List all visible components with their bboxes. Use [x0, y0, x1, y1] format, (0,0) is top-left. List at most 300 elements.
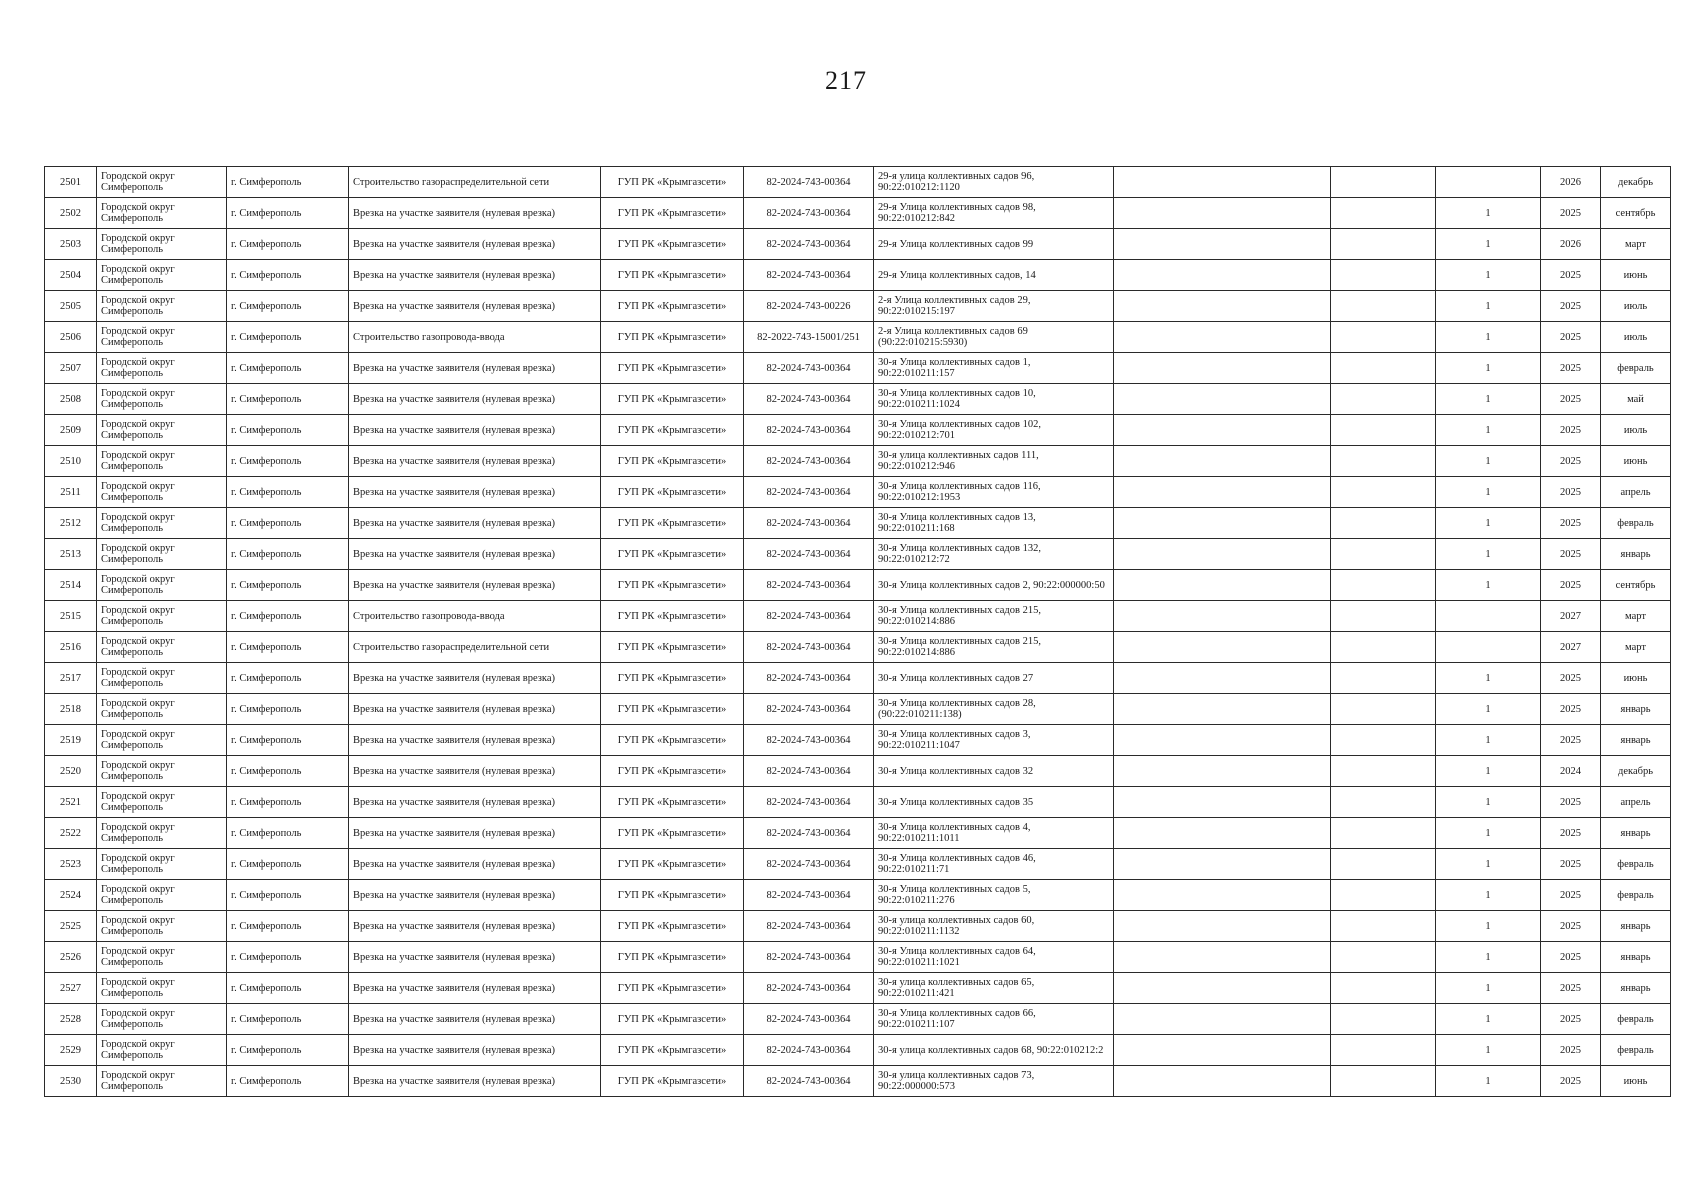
cell-address: 30-я Улица коллективных садов 1, 90:22:010211:157 — [874, 353, 1114, 384]
cell-blank — [1114, 849, 1331, 880]
cell-program-code: 82-2024-743-00364 — [744, 477, 874, 508]
cell-row-number: 2509 — [45, 415, 97, 446]
cell-district: Городской округ Симферополь — [97, 384, 227, 415]
cell-blank — [1114, 911, 1331, 942]
table-row — [45, 353, 1671, 384]
cell-blank — [1114, 415, 1331, 446]
cell-work-type: Строительство газопровода-ввода — [349, 601, 601, 632]
cell-address: 30-я Улица коллективных садов 10, 90:22:010211:1024 — [874, 384, 1114, 415]
cell-blank — [1331, 353, 1436, 384]
cell-row-number: 2522 — [45, 818, 97, 849]
cell-quantity: 1 — [1436, 1004, 1541, 1035]
table-row — [45, 384, 1671, 415]
cell-year: 2025 — [1541, 291, 1601, 322]
cell-work-type: Врезка на участке заявителя (нулевая врезка) — [349, 508, 601, 539]
cell-city: г. Симферополь — [227, 539, 349, 570]
cell-quantity — [1436, 167, 1541, 198]
cell-work-type: Врезка на участке заявителя (нулевая врезка) — [349, 446, 601, 477]
cell-address: 30-я Улица коллективных садов 66, 90:22:010211:107 — [874, 1004, 1114, 1035]
cell-row-number: 2512 — [45, 508, 97, 539]
cell-quantity: 1 — [1436, 880, 1541, 911]
cell-blank — [1114, 601, 1331, 632]
cell-month: июль — [1601, 291, 1671, 322]
cell-program-code: 82-2024-743-00364 — [744, 260, 874, 291]
cell-blank — [1114, 1066, 1331, 1097]
cell-address: 30-я улица коллективных садов 65, 90:22:010211:421 — [874, 973, 1114, 1004]
cell-blank — [1331, 632, 1436, 663]
cell-work-type: Врезка на участке заявителя (нулевая врезка) — [349, 694, 601, 725]
table-row — [45, 756, 1671, 787]
cell-quantity: 1 — [1436, 539, 1541, 570]
cell-blank — [1114, 1035, 1331, 1066]
cell-organization: ГУП РК «Крымгазсети» — [601, 663, 744, 694]
table-row — [45, 973, 1671, 1004]
cell-address: 30-я Улица коллективных садов 215, 90:22:010214:886 — [874, 632, 1114, 663]
cell-year: 2024 — [1541, 756, 1601, 787]
cell-month: март — [1601, 229, 1671, 260]
cell-blank — [1331, 818, 1436, 849]
cell-blank — [1331, 167, 1436, 198]
cell-blank — [1331, 601, 1436, 632]
cell-year: 2025 — [1541, 415, 1601, 446]
cell-month: январь — [1601, 725, 1671, 756]
cell-program-code: 82-2024-743-00364 — [744, 198, 874, 229]
cell-organization: ГУП РК «Крымгазсети» — [601, 818, 744, 849]
cell-year: 2025 — [1541, 911, 1601, 942]
cell-district: Городской округ Симферополь — [97, 973, 227, 1004]
cell-district: Городской округ Симферополь — [97, 787, 227, 818]
table-row — [45, 663, 1671, 694]
cell-work-type: Врезка на участке заявителя (нулевая врезка) — [349, 787, 601, 818]
table-row — [45, 477, 1671, 508]
cell-blank — [1331, 260, 1436, 291]
table-row — [45, 291, 1671, 322]
cell-organization: ГУП РК «Крымгазсети» — [601, 756, 744, 787]
cell-month: февраль — [1601, 849, 1671, 880]
cell-organization: ГУП РК «Крымгазсети» — [601, 415, 744, 446]
cell-blank — [1331, 663, 1436, 694]
cell-year: 2025 — [1541, 508, 1601, 539]
cell-organization: ГУП РК «Крымгазсети» — [601, 1035, 744, 1066]
table-row — [45, 198, 1671, 229]
cell-blank — [1114, 446, 1331, 477]
cell-program-code: 82-2024-743-00364 — [744, 787, 874, 818]
cell-city: г. Симферополь — [227, 322, 349, 353]
cell-city: г. Симферополь — [227, 725, 349, 756]
cell-district: Городской округ Симферополь — [97, 725, 227, 756]
table-row — [45, 1035, 1671, 1066]
table-row — [45, 694, 1671, 725]
cell-district: Городской округ Симферополь — [97, 477, 227, 508]
cell-month: февраль — [1601, 508, 1671, 539]
cell-organization: ГУП РК «Крымгазсети» — [601, 787, 744, 818]
cell-work-type: Врезка на участке заявителя (нулевая врезка) — [349, 942, 601, 973]
cell-address: 29-я улица коллективных садов 96, 90:22:010212:1120 — [874, 167, 1114, 198]
table-row — [45, 1004, 1671, 1035]
cell-blank — [1114, 167, 1331, 198]
cell-city: г. Симферополь — [227, 384, 349, 415]
cell-city: г. Симферополь — [227, 508, 349, 539]
cell-month: июнь — [1601, 1066, 1671, 1097]
cell-program-code: 82-2024-743-00364 — [744, 508, 874, 539]
cell-blank — [1331, 291, 1436, 322]
cell-organization: ГУП РК «Крымгазсети» — [601, 198, 744, 229]
cell-blank — [1114, 508, 1331, 539]
cell-quantity: 1 — [1436, 818, 1541, 849]
cell-city: г. Симферополь — [227, 291, 349, 322]
cell-row-number: 2506 — [45, 322, 97, 353]
cell-blank — [1114, 694, 1331, 725]
cell-row-number: 2508 — [45, 384, 97, 415]
cell-quantity: 1 — [1436, 942, 1541, 973]
table-body — [45, 167, 1671, 1097]
cell-city: г. Симферополь — [227, 570, 349, 601]
cell-year: 2025 — [1541, 849, 1601, 880]
cell-year: 2027 — [1541, 632, 1601, 663]
cell-work-type: Врезка на участке заявителя (нулевая врезка) — [349, 880, 601, 911]
cell-work-type: Врезка на участке заявителя (нулевая врезка) — [349, 477, 601, 508]
cell-address: 30-я улица коллективных садов 73, 90:22:000000:573 — [874, 1066, 1114, 1097]
cell-month: апрель — [1601, 477, 1671, 508]
cell-district: Городской округ Симферополь — [97, 849, 227, 880]
cell-organization: ГУП РК «Крымгазсети» — [601, 477, 744, 508]
cell-row-number: 2504 — [45, 260, 97, 291]
cell-blank — [1331, 849, 1436, 880]
cell-quantity: 1 — [1436, 756, 1541, 787]
cell-city: г. Симферополь — [227, 756, 349, 787]
cell-program-code: 82-2024-743-00364 — [744, 725, 874, 756]
cell-city: г. Симферополь — [227, 260, 349, 291]
cell-program-code: 82-2024-743-00364 — [744, 942, 874, 973]
cell-city: г. Симферополь — [227, 477, 349, 508]
cell-blank — [1114, 880, 1331, 911]
cell-program-code: 82-2024-743-00364 — [744, 973, 874, 1004]
cell-work-type: Врезка на участке заявителя (нулевая врезка) — [349, 911, 601, 942]
cell-blank — [1331, 973, 1436, 1004]
cell-blank — [1114, 539, 1331, 570]
cell-organization: ГУП РК «Крымгазсети» — [601, 973, 744, 1004]
cell-quantity: 1 — [1436, 260, 1541, 291]
cell-organization: ГУП РК «Крымгазсети» — [601, 632, 744, 663]
cell-work-type: Врезка на участке заявителя (нулевая врезка) — [349, 570, 601, 601]
cell-work-type: Врезка на участке заявителя (нулевая врезка) — [349, 818, 601, 849]
cell-work-type: Строительство газораспределительной сети — [349, 167, 601, 198]
cell-organization: ГУП РК «Крымгазсети» — [601, 291, 744, 322]
cell-blank — [1114, 229, 1331, 260]
cell-district: Городской округ Симферополь — [97, 1035, 227, 1066]
cell-program-code: 82-2024-743-00364 — [744, 570, 874, 601]
cell-work-type: Строительство газопровода-ввода — [349, 322, 601, 353]
cell-program-code: 82-2024-743-00364 — [744, 663, 874, 694]
cell-month: июнь — [1601, 446, 1671, 477]
cell-row-number: 2511 — [45, 477, 97, 508]
cell-blank — [1331, 384, 1436, 415]
cell-blank — [1331, 1035, 1436, 1066]
cell-district: Городской округ Симферополь — [97, 942, 227, 973]
cell-month: декабрь — [1601, 756, 1671, 787]
cell-work-type: Врезка на участке заявителя (нулевая врезка) — [349, 353, 601, 384]
cell-quantity: 1 — [1436, 477, 1541, 508]
cell-year: 2025 — [1541, 446, 1601, 477]
cell-city: г. Симферополь — [227, 973, 349, 1004]
cell-quantity: 1 — [1436, 353, 1541, 384]
cell-address: 30-я Улица коллективных садов 132, 90:22:010212:72 — [874, 539, 1114, 570]
cell-address: 30-я Улица коллективных садов 46, 90:22:010211:71 — [874, 849, 1114, 880]
cell-blank — [1331, 787, 1436, 818]
cell-program-code: 82-2024-743-00364 — [744, 818, 874, 849]
cell-city: г. Симферополь — [227, 446, 349, 477]
cell-program-code: 82-2024-743-00226 — [744, 291, 874, 322]
cell-quantity: 1 — [1436, 787, 1541, 818]
table-row — [45, 167, 1671, 198]
cell-blank — [1114, 570, 1331, 601]
cell-blank — [1331, 446, 1436, 477]
cell-blank — [1114, 477, 1331, 508]
cell-program-code: 82-2024-743-00364 — [744, 601, 874, 632]
cell-row-number: 2527 — [45, 973, 97, 1004]
cell-district: Городской округ Симферополь — [97, 911, 227, 942]
cell-district: Городской округ Симферополь — [97, 539, 227, 570]
cell-blank — [1331, 725, 1436, 756]
cell-organization: ГУП РК «Крымгазсети» — [601, 1066, 744, 1097]
cell-program-code: 82-2024-743-00364 — [744, 1035, 874, 1066]
cell-quantity: 1 — [1436, 415, 1541, 446]
cell-city: г. Симферополь — [227, 911, 349, 942]
cell-month: февраль — [1601, 1004, 1671, 1035]
cell-quantity — [1436, 632, 1541, 663]
cell-city: г. Симферополь — [227, 632, 349, 663]
cell-address: 30-я Улица коллективных садов 28, (90:22:010211:138) — [874, 694, 1114, 725]
cell-district: Городской округ Симферополь — [97, 446, 227, 477]
cell-row-number: 2521 — [45, 787, 97, 818]
cell-year: 2025 — [1541, 663, 1601, 694]
cell-row-number: 2518 — [45, 694, 97, 725]
cell-district: Городской округ Симферополь — [97, 663, 227, 694]
cell-program-code: 82-2024-743-00364 — [744, 632, 874, 663]
cell-year: 2025 — [1541, 1066, 1601, 1097]
cell-year: 2025 — [1541, 539, 1601, 570]
cell-address: 30-я улица коллективных садов 111, 90:22:010212:946 — [874, 446, 1114, 477]
cell-address: 29-я Улица коллективных садов, 14 — [874, 260, 1114, 291]
cell-district: Городской округ Симферополь — [97, 415, 227, 446]
cell-work-type: Врезка на участке заявителя (нулевая врезка) — [349, 384, 601, 415]
cell-row-number: 2517 — [45, 663, 97, 694]
cell-year: 2026 — [1541, 229, 1601, 260]
cell-month: март — [1601, 632, 1671, 663]
cell-blank — [1114, 632, 1331, 663]
table-row — [45, 446, 1671, 477]
cell-blank — [1114, 260, 1331, 291]
cell-year: 2025 — [1541, 198, 1601, 229]
cell-year: 2025 — [1541, 260, 1601, 291]
cell-address: 30-я Улица коллективных садов 116, 90:22:010212:1953 — [874, 477, 1114, 508]
gasification-schedule-table — [44, 166, 1671, 1097]
cell-organization: ГУП РК «Крымгазсети» — [601, 167, 744, 198]
cell-organization: ГУП РК «Крымгазсети» — [601, 229, 744, 260]
cell-year: 2025 — [1541, 787, 1601, 818]
cell-quantity: 1 — [1436, 570, 1541, 601]
cell-district: Городской округ Симферополь — [97, 508, 227, 539]
cell-quantity: 1 — [1436, 322, 1541, 353]
cell-address: 30-я Улица коллективных садов 4, 90:22:010211:1011 — [874, 818, 1114, 849]
cell-city: г. Симферополь — [227, 198, 349, 229]
cell-quantity: 1 — [1436, 446, 1541, 477]
cell-city: г. Симферополь — [227, 818, 349, 849]
cell-city: г. Симферополь — [227, 694, 349, 725]
cell-work-type: Врезка на участке заявителя (нулевая врезка) — [349, 849, 601, 880]
cell-city: г. Симферополь — [227, 942, 349, 973]
cell-district: Городской округ Симферополь — [97, 229, 227, 260]
table-row — [45, 508, 1671, 539]
cell-year: 2025 — [1541, 942, 1601, 973]
cell-blank — [1331, 198, 1436, 229]
cell-address: 29-я Улица коллективных садов 98, 90:22:010212:842 — [874, 198, 1114, 229]
cell-blank — [1331, 694, 1436, 725]
cell-district: Городской округ Симферополь — [97, 880, 227, 911]
cell-organization: ГУП РК «Крымгазсети» — [601, 601, 744, 632]
cell-district: Городской округ Симферополь — [97, 260, 227, 291]
cell-district: Городской округ Симферополь — [97, 756, 227, 787]
cell-month: декабрь — [1601, 167, 1671, 198]
cell-address: 30-я улица коллективных садов 60, 90:22:010211:1132 — [874, 911, 1114, 942]
cell-organization: ГУП РК «Крымгазсети» — [601, 539, 744, 570]
cell-year: 2025 — [1541, 880, 1601, 911]
cell-row-number: 2530 — [45, 1066, 97, 1097]
table-row — [45, 601, 1671, 632]
cell-program-code: 82-2024-743-00364 — [744, 1066, 874, 1097]
cell-city: г. Симферополь — [227, 601, 349, 632]
cell-city: г. Симферополь — [227, 167, 349, 198]
cell-organization: ГУП РК «Крымгазсети» — [601, 911, 744, 942]
cell-organization: ГУП РК «Крымгазсети» — [601, 570, 744, 601]
cell-month: январь — [1601, 942, 1671, 973]
cell-work-type: Врезка на участке заявителя (нулевая врезка) — [349, 1066, 601, 1097]
cell-quantity: 1 — [1436, 198, 1541, 229]
cell-work-type: Врезка на участке заявителя (нулевая врезка) — [349, 1004, 601, 1035]
cell-organization: ГУП РК «Крымгазсети» — [601, 508, 744, 539]
table-row — [45, 415, 1671, 446]
cell-address: 30-я Улица коллективных садов 64, 90:22:010211:1021 — [874, 942, 1114, 973]
cell-address: 30-я улица коллективных садов 68, 90:22:010212:2 — [874, 1035, 1114, 1066]
cell-work-type: Врезка на участке заявителя (нулевая врезка) — [349, 539, 601, 570]
cell-blank — [1331, 477, 1436, 508]
cell-year: 2025 — [1541, 973, 1601, 1004]
table-row — [45, 570, 1671, 601]
cell-district: Городской округ Симферополь — [97, 167, 227, 198]
table-row — [45, 787, 1671, 818]
cell-work-type: Врезка на участке заявителя (нулевая врезка) — [349, 973, 601, 1004]
cell-quantity: 1 — [1436, 725, 1541, 756]
cell-month: февраль — [1601, 353, 1671, 384]
cell-quantity: 1 — [1436, 694, 1541, 725]
cell-row-number: 2525 — [45, 911, 97, 942]
cell-row-number: 2529 — [45, 1035, 97, 1066]
cell-blank — [1331, 911, 1436, 942]
table-row — [45, 632, 1671, 663]
cell-organization: ГУП РК «Крымгазсети» — [601, 260, 744, 291]
cell-row-number: 2515 — [45, 601, 97, 632]
cell-row-number: 2519 — [45, 725, 97, 756]
cell-year: 2025 — [1541, 322, 1601, 353]
cell-quantity: 1 — [1436, 291, 1541, 322]
cell-address: 30-я Улица коллективных садов 3, 90:22:010211:1047 — [874, 725, 1114, 756]
cell-quantity: 1 — [1436, 1035, 1541, 1066]
cell-year: 2025 — [1541, 818, 1601, 849]
cell-work-type: Врезка на участке заявителя (нулевая врезка) — [349, 291, 601, 322]
cell-program-code: 82-2024-743-00364 — [744, 880, 874, 911]
cell-organization: ГУП РК «Крымгазсети» — [601, 1004, 744, 1035]
cell-address: 30-я Улица коллективных садов 215, 90:22:010214:886 — [874, 601, 1114, 632]
cell-program-code: 82-2024-743-00364 — [744, 353, 874, 384]
cell-organization: ГУП РК «Крымгазсети» — [601, 384, 744, 415]
table-row — [45, 539, 1671, 570]
cell-blank — [1114, 756, 1331, 787]
cell-blank — [1114, 818, 1331, 849]
cell-address: 30-я Улица коллективных садов 5, 90:22:010211:276 — [874, 880, 1114, 911]
cell-district: Городской округ Симферополь — [97, 570, 227, 601]
cell-blank — [1114, 1004, 1331, 1035]
cell-row-number: 2501 — [45, 167, 97, 198]
cell-month: февраль — [1601, 880, 1671, 911]
cell-month: июль — [1601, 415, 1671, 446]
cell-month: январь — [1601, 539, 1671, 570]
cell-blank — [1331, 322, 1436, 353]
cell-month: июнь — [1601, 663, 1671, 694]
cell-program-code: 82-2024-743-00364 — [744, 694, 874, 725]
cell-quantity: 1 — [1436, 849, 1541, 880]
cell-blank — [1331, 508, 1436, 539]
cell-blank — [1331, 756, 1436, 787]
cell-quantity: 1 — [1436, 973, 1541, 1004]
cell-row-number: 2505 — [45, 291, 97, 322]
cell-row-number: 2520 — [45, 756, 97, 787]
cell-organization: ГУП РК «Крымгазсети» — [601, 942, 744, 973]
cell-blank — [1331, 880, 1436, 911]
cell-district: Городской округ Симферополь — [97, 694, 227, 725]
cell-year: 2025 — [1541, 1004, 1601, 1035]
cell-district: Городской округ Симферополь — [97, 353, 227, 384]
cell-address: 30-я Улица коллективных садов 35 — [874, 787, 1114, 818]
cell-month: январь — [1601, 818, 1671, 849]
cell-blank — [1331, 570, 1436, 601]
cell-row-number: 2507 — [45, 353, 97, 384]
cell-row-number: 2526 — [45, 942, 97, 973]
cell-quantity: 1 — [1436, 384, 1541, 415]
cell-year: 2025 — [1541, 384, 1601, 415]
cell-district: Городской округ Симферополь — [97, 632, 227, 663]
cell-year: 2025 — [1541, 353, 1601, 384]
cell-work-type: Врезка на участке заявителя (нулевая врезка) — [349, 725, 601, 756]
cell-blank — [1114, 384, 1331, 415]
cell-district: Городской округ Симферополь — [97, 818, 227, 849]
cell-work-type: Врезка на участке заявителя (нулевая врезка) — [349, 415, 601, 446]
cell-month: сентябрь — [1601, 570, 1671, 601]
cell-month: январь — [1601, 911, 1671, 942]
table-row — [45, 942, 1671, 973]
cell-blank — [1114, 973, 1331, 1004]
cell-district: Городской округ Симферополь — [97, 322, 227, 353]
table-row — [45, 260, 1671, 291]
cell-quantity: 1 — [1436, 911, 1541, 942]
table-row — [45, 725, 1671, 756]
cell-month: март — [1601, 601, 1671, 632]
cell-month: январь — [1601, 973, 1671, 1004]
cell-row-number: 2523 — [45, 849, 97, 880]
cell-work-type: Врезка на участке заявителя (нулевая врезка) — [349, 756, 601, 787]
table-row — [45, 911, 1671, 942]
cell-program-code: 82-2024-743-00364 — [744, 384, 874, 415]
cell-year: 2025 — [1541, 477, 1601, 508]
